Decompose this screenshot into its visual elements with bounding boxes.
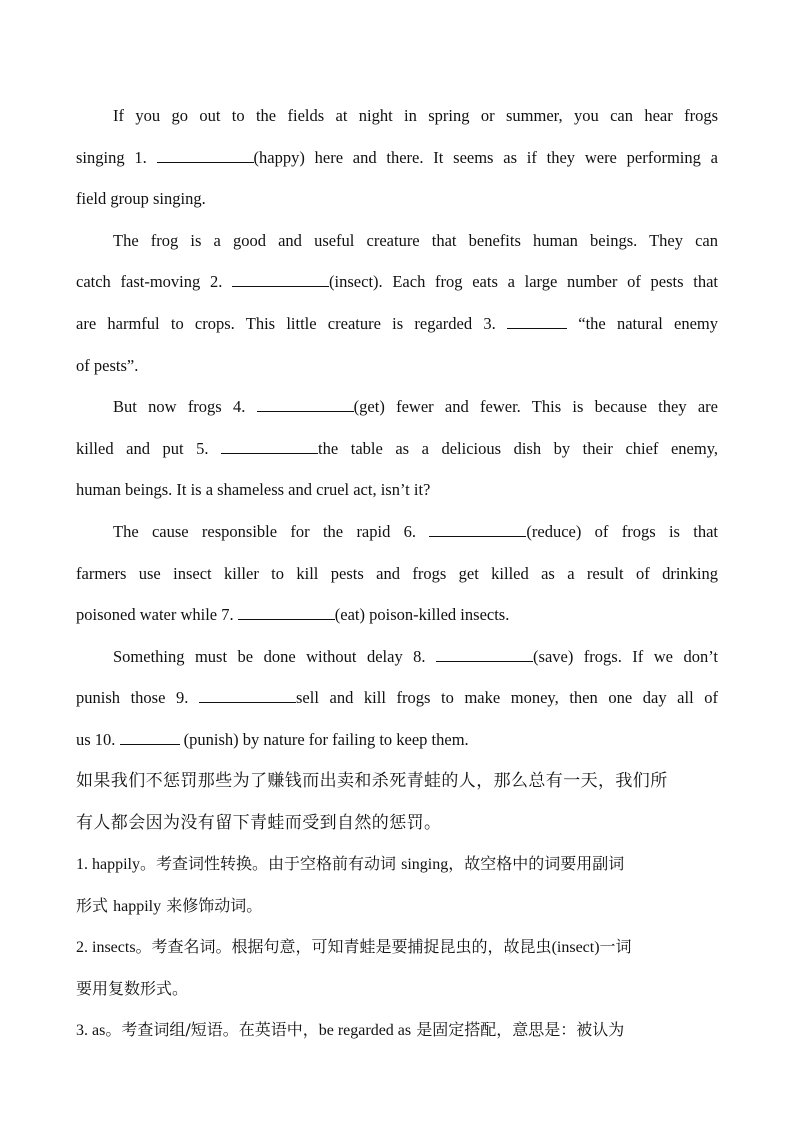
passage-line: field group singing.	[76, 189, 206, 208]
answer-blank-2	[232, 272, 329, 287]
translation-line: 如果我们不惩罚那些为了赚钱而出卖和杀死青蛙的人，那么总有一天，我们所	[76, 771, 668, 791]
passage-line: Something must be done without delay 8. (save) frogs. If we don’t	[113, 647, 718, 666]
answer-blank-3	[507, 314, 567, 329]
answer-blank-5	[221, 439, 318, 454]
answer-blank-6	[429, 522, 526, 537]
passage-line: of pests”.	[76, 356, 139, 375]
passage-line: The frog is a good and useful creature that benefits human beings. They can	[113, 231, 718, 250]
passage-line: poisoned water while 7. (eat) poison-killed insects.	[76, 605, 510, 624]
translation-line: 有人都会因为没有留下青蛙而受到自然的惩罚。	[76, 813, 442, 833]
passage-line: If you go out to the fields at night in spring or summer, you can hear frogs	[113, 106, 718, 125]
answer-blank-10	[120, 730, 180, 745]
answer-explanation: 形式 happily 来修饰动词。	[76, 896, 263, 915]
answer-blank-4	[257, 397, 354, 412]
answer-explanation: 1. happily。考查词性转换。由于空格前有动词 singing，故空格中的词要用副词	[76, 854, 625, 873]
passage-line: are harmful to crops. This little creature is regarded 3. “the natural enemy	[76, 314, 719, 333]
answer-blank-9	[199, 688, 296, 703]
passage-line: farmers use insect killer to kill pests and frogs get killed as a result of drinking	[76, 564, 718, 583]
passage-line: But now frogs 4. (get) fewer and fewer. This is because they are	[113, 397, 718, 416]
passage-line: catch fast-moving 2. (insect). Each frog eats a large number of pests that	[76, 272, 719, 291]
passage-line: singing 1. (happy) here and there. It seems as if they were performing a	[76, 148, 718, 167]
answer-explanation: 要用复数形式。	[76, 979, 189, 998]
answer-blank-8	[436, 647, 533, 662]
passage-line: us 10. (punish) by nature for failing to keep them.	[76, 730, 469, 749]
answer-blank-7	[238, 605, 335, 620]
answer-explanation: 3. as。考查词组/短语。在英语中，be regarded as 是固定搭配，意思是：被认为	[76, 1020, 625, 1039]
passage-line: punish those 9. sell and kill frogs to make money, then one day all of	[76, 688, 718, 707]
answer-explanation: 2. insects。考查名词。根据句意，可知青蛙是要捕捉昆虫的，故昆虫(insect)一词	[76, 937, 632, 956]
passage-line: killed and put 5. the table as a delicious dish by their chief enemy,	[76, 439, 719, 458]
passage-line: The cause responsible for the rapid 6. (reduce) of frogs is that	[113, 522, 719, 541]
answer-blank-1	[157, 148, 254, 163]
passage-line: human beings. It is a shameless and cruel act, isn’t it?	[76, 480, 431, 499]
